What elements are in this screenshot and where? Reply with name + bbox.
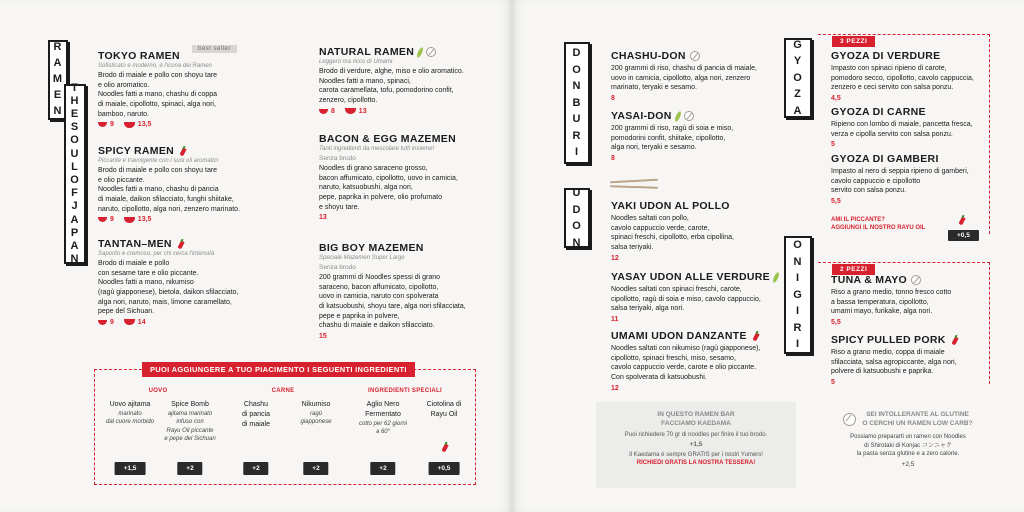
item-subtitle: Piccante e travolgente con i suoi oli aromatici xyxy=(98,158,219,164)
small-bowl-icon xyxy=(98,320,107,325)
best-seller-tag: best seller xyxy=(192,37,237,55)
gluten-free-icon xyxy=(690,51,700,61)
item-prices: 8 13 xyxy=(319,108,509,115)
item-name: TUNA & MAYO xyxy=(831,274,908,286)
item-gyoza-gamberi xyxy=(831,153,987,205)
item-description: 200 grammi di riso, chashu di pancia di maiale, uovo in camicia, cipollotto, alga nori, zenzero marinato, teryaki e sesamo. xyxy=(611,65,757,92)
item-description: 200 grammi di Noodles spessi di grano saraceno, bacon affumicato, cipollotto, uovo in camicia, naruto con spolverata di katsuobushi, shoyu tare, alga nori sfilacciata, pepe e paprika in polvere, chashu di maiale e daikon sfilacciato. xyxy=(319,274,466,330)
item-name: TOKYO RAMEN xyxy=(98,50,180,62)
item-description: Ripieno con lombo di maiale, pancetta fresca, verza e cipolla servito con salsa ponzu. xyxy=(831,121,973,138)
item-description: Noodles saltati con spinaci freschi, carote, cipollotto, ragù di soia e miso, cavolo cappuccio, salsa teriyaki, alga nori. xyxy=(611,286,761,313)
item-name: SPICY PULLED PORK xyxy=(831,334,946,346)
item-yaki-udon xyxy=(611,200,781,262)
item-price: 15 xyxy=(319,332,327,340)
gluten-free-icon xyxy=(911,275,921,285)
item-name: NATURAL RAMEN xyxy=(319,46,415,58)
item-description: Noodles saltati con nikumiso (ragù giapponese), cipollotto, spinaci freschi, miso, sesamo, cavolo cappuccio verde, carote e olio piccante. Con spolverata di katsuobushi. xyxy=(611,345,761,381)
item-price: 8 xyxy=(611,94,615,102)
item-subtitle: Tanti ingredienti da mescolare tutti insieme! xyxy=(319,146,435,152)
gluten-free-icon xyxy=(426,47,436,57)
item-subtitle: Saporito e cremoso, per chi cerca l'intensità xyxy=(98,251,215,257)
item-description: Brodo di maiale e pollo con sesame tare e olio piccante. Noodles fatti a mano, nikumiso (ragù giapponese), bietola, daikon sfilacciato, alga nori, naruto, mais, limone caramellato, pepe del Sichuan. xyxy=(98,260,239,316)
tab-udon: U D O N xyxy=(564,188,590,248)
item-yasai-don xyxy=(611,110,781,162)
vegetarian-leaf-icon xyxy=(416,46,424,58)
item-bacon-egg-mazemen xyxy=(319,133,509,221)
item-big-boy-mazemen xyxy=(319,242,509,340)
item-name: GYOZA DI VERDURE xyxy=(831,50,941,62)
small-bowl-icon xyxy=(319,109,328,114)
item-price: 4,5 xyxy=(831,94,841,102)
item-natural-ramen xyxy=(319,46,509,115)
kaedama-info: IN QUESTO RAMEN BAR FACCIAMO KAEDAMA Puoi richiedere 70 gr di noodles per finire il tuo brodo. +1,5 Il Kaedama è sempre GRATIS per i nostri Yumers! RICHIEDI GRATIS LA NOSTRA TESSERA! xyxy=(624,411,768,467)
chili-icon xyxy=(751,331,761,341)
gluten-free-info: SEI INTOLLERANTE AL GLUTINE O CERCHI UN RAMEN LOW CARB? Possiamo prepararti un ramen con Noodles di Shirotaki di Konjac コンニャク la pasta senza glutine e a zero calorie. +2,5 xyxy=(828,410,988,469)
item-price: 8 xyxy=(611,154,615,162)
gluten-free-icon xyxy=(684,111,694,121)
item-name: SPICY RAMEN xyxy=(98,145,175,157)
item-name: YAKI UDON AL POLLO xyxy=(611,200,730,212)
item-name: GYOZA DI CARNE xyxy=(831,106,926,118)
item-price: 5,5 xyxy=(831,318,841,326)
item-description: Brodo di verdure, alghe, miso e olio aromatico. Noodles fatti a mano, spinaci, carota caramellata, tofu, pomodorino confit, zenzero, cipollotto. xyxy=(319,68,464,104)
addon-chashu: Chashu di pancia di maiale +2 xyxy=(226,400,286,475)
item-umami-udon xyxy=(611,330,781,392)
addon-spice-bomb: Spice Bomb ajitama marinato infuso con Rayu Oil piccante e pepe del Sichuan +2 xyxy=(160,400,220,475)
small-bowl-icon xyxy=(98,122,107,127)
onigiri-pieces-badge: 2 PEZZI xyxy=(832,258,875,276)
addons-cat-special: INGREDIENTI SPECIALI xyxy=(367,388,442,394)
item-prices: 9 13,5 xyxy=(98,216,308,223)
item-price: 11 xyxy=(611,315,619,323)
right-page xyxy=(512,0,1024,512)
chili-icon xyxy=(178,146,188,156)
item-tantan-men xyxy=(98,238,303,326)
item-description: Noodles saltati con pollo, cavolo cappuccio verde, carote, spinaci freschi, cipollotto, erba cipollina, salsa teriyaki. xyxy=(611,215,734,251)
addon-aglio-nero: Aglio Nero Fermentato cotto per 62 giorni a 60° +2 xyxy=(350,400,416,475)
addon-rayu-oil: Ciotolina di Rayu Oil +0,5 xyxy=(414,400,474,475)
addon-price: +2 xyxy=(303,462,328,475)
item-name: BIG BOY MAZEMEN xyxy=(319,242,424,254)
vegetarian-leaf-icon xyxy=(772,271,780,283)
item-description: Impasto con spinaci ripieno di carote, pomodoro secco, cipollotto, cavolo cappuccia, zenzero e ceci servito con salsa ponzu. xyxy=(831,65,974,92)
item-prices: 9 13,5 xyxy=(98,121,303,128)
chopstick-icon xyxy=(610,179,658,184)
item-description: Noodles di grano saraceno grosso, bacon affumicato, cipollotto, uovo in camicia, naruto, katsuobushi, alga nori, pepe, paprika in polvere, olio profumato e shoyu tare. xyxy=(319,165,458,211)
tab-the-soul-of-japan: T H E S O U L O F J A P A N xyxy=(64,84,86,264)
addons-cat-egg: UOVO xyxy=(148,388,168,394)
item-subtitle: Leggero ma ricco di Umami xyxy=(319,59,393,65)
item-spicy-pulled-pork xyxy=(831,334,987,386)
item-price: 5 xyxy=(831,141,835,149)
item-description: Brodo di maiale e pollo con shoyu tare e olio aromatico. Noodles fatti a mano, chashu di coppa di maiale, cipollotto, spinaci, alga nori, bamboo, naruto. xyxy=(98,72,218,118)
spicy-promo: AMI IL PICCANTE? AGGIUNGI IL NOSTRO RAYU OIL xyxy=(831,217,926,232)
item-name: CHASHU-DON xyxy=(611,50,686,62)
item-description: Riso a grano medio, coppa di maiale sfilacciata, salsa agropiccante, alga nori, polvere di katsuobushi e paprika. xyxy=(831,349,957,376)
item-name: YASAY UDON ALLE VERDURE xyxy=(611,271,770,283)
item-yasay-udon xyxy=(611,271,781,323)
small-bowl-icon xyxy=(98,217,107,222)
item-subtitle: Speciale Mazemen Super Large xyxy=(319,255,405,261)
item-name: TANTAN–MEN xyxy=(98,238,172,250)
chopstick-icon xyxy=(610,185,658,189)
tab-donburi: D O N B U R I xyxy=(564,42,590,164)
item-gyoza-verdure xyxy=(831,50,987,102)
item-tuna-mayo xyxy=(831,274,987,326)
chili-icon xyxy=(176,239,186,249)
chili-icon xyxy=(950,335,960,345)
addons-cat-meat: CARNE xyxy=(271,388,295,394)
item-note: Senza brodo xyxy=(319,155,356,162)
large-bowl-icon xyxy=(124,319,135,325)
addon-price: +2 xyxy=(243,462,268,475)
addon-price: +0,5 xyxy=(429,462,460,475)
item-price: 13 xyxy=(319,214,327,222)
addon-uovo-ajitama: Uovo ajitama marinato dal cuore morbido +1,5 xyxy=(100,400,160,475)
addon-price: +2 xyxy=(177,462,202,475)
item-name: UMAMI UDON DANZANTE xyxy=(611,330,747,342)
vegetarian-leaf-icon xyxy=(674,110,682,122)
tab-gyoza: G Y O Z A xyxy=(784,38,812,118)
addon-price: +1,5 xyxy=(115,462,146,475)
item-name: GYOZA DI GAMBERI xyxy=(831,153,939,165)
chili-icon xyxy=(440,442,450,452)
item-price: 12 xyxy=(611,254,619,262)
large-bowl-icon xyxy=(124,122,135,128)
item-description: Brodo di maiale e pollo con shoyu tare e olio piccante. Noodles fatti a mano, chashu di pancia di maiale, daikon sfilacciato, funghi shiitake, naruto, cipollotto, alga nori, zenzero marinato. xyxy=(98,167,241,213)
gluten-free-icon xyxy=(843,413,856,426)
addon-price: +2 xyxy=(370,462,395,475)
item-gyoza-carne xyxy=(831,106,987,148)
item-price: 12 xyxy=(611,384,619,392)
item-chashu-don xyxy=(611,50,781,102)
item-name: YASAI-DON xyxy=(611,110,672,122)
spicy-price-pill: +0,5 xyxy=(948,224,979,242)
addon-nikumiso: Nikumiso ragù giapponese +2 xyxy=(286,400,346,475)
item-note: Senza brodo xyxy=(319,264,356,271)
item-spicy-ramen xyxy=(98,145,308,223)
item-price: 5 xyxy=(831,378,835,386)
item-tokyo-ramen xyxy=(98,50,303,128)
item-description: Impasto al nero di seppia ripieno di gamberi, cavolo cappuccio e cipollotto servito con salsa ponzu. xyxy=(831,168,969,195)
item-subtitle: Sofisticato e moderno, è l'icona dei Ramen xyxy=(98,63,212,69)
item-name: BACON & EGG MAZEMEN xyxy=(319,133,456,145)
item-price: 5,5 xyxy=(831,197,841,205)
gyoza-pieces-badge: 3 PEZZI xyxy=(832,30,875,48)
item-description: 200 grammi di riso, ragù di soia e miso, pomodorini confit, shiitake, cipollotto, alga nori, teryaki e sesamo. xyxy=(611,125,734,152)
tab-ramen: R A M E N xyxy=(48,40,68,120)
large-bowl-icon xyxy=(345,108,356,114)
item-description: Riso a grano medio, tonno fresco cotto a bassa temperatura, cipollotto, umami mayo, furikake, alga nori. xyxy=(831,289,952,316)
large-bowl-icon xyxy=(124,217,135,223)
addons-title: PUOI AGGIUNGERE A TUO PIACIMENTO I SEGUENTI INGREDIENTI xyxy=(142,362,415,377)
item-prices: 9 14 xyxy=(98,319,303,326)
tab-onigiri: O N I G I R I xyxy=(784,236,812,354)
